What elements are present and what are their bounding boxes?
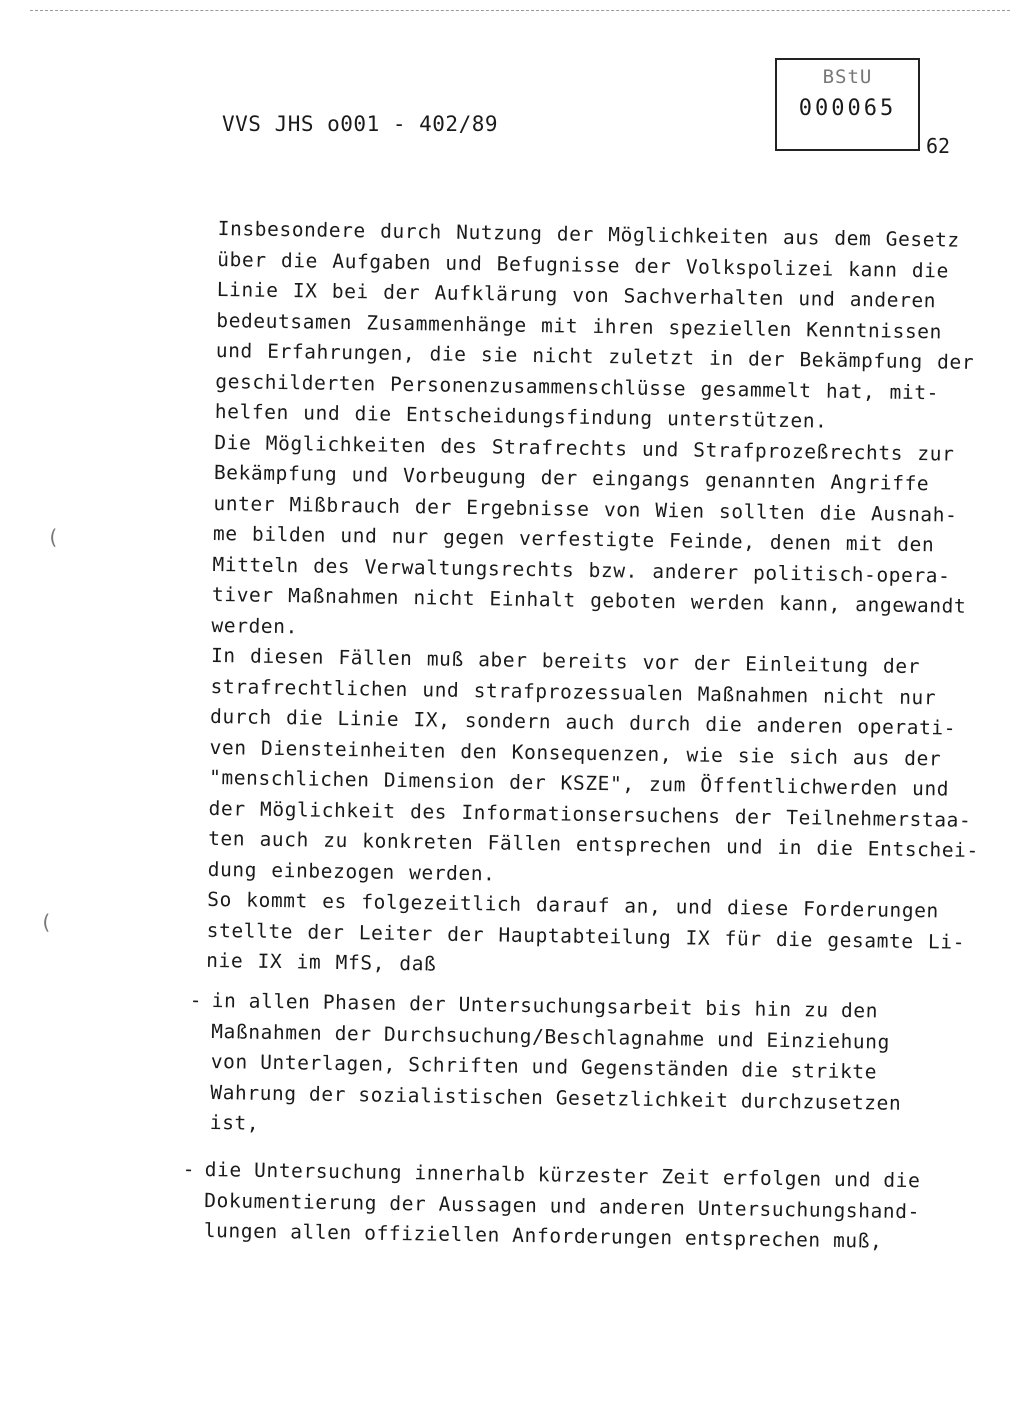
body-line: tiver Maßnahmen nicht Einhalt geboten werden kann, angewandt <box>211 582 967 618</box>
bullet-dash: - <box>182 1157 196 1181</box>
scan-edge-line <box>30 10 1010 11</box>
margin-mark: ( <box>40 910 53 934</box>
body-line: "menschlichen Dimension der KSZE", zum Öffentlichwerden und <box>208 765 950 801</box>
body-line: In diesen Fällen muß aber bereits vor der Einleitung der <box>210 643 921 679</box>
body-line: nie IX im MfS, daß <box>206 948 437 976</box>
bullet-line: die Untersuchung innerhalb kürzester Zeit erfolgen und die <box>204 1157 921 1193</box>
bullet-line: Wahrung der sozialistischen Gesetzlichkeit durchzusetzen <box>210 1080 902 1115</box>
bullet-item <box>182 1155 921 1258</box>
bullet-item <box>189 986 902 1149</box>
body-line: und Erfahrungen, die sie nicht zuletzt in der Bekämpfung der <box>215 338 975 374</box>
body-line: geschilderten Personenzusammenschlüsse gesammelt hat, mit- <box>215 369 940 404</box>
body-line: unter Mißbrauch der Ergebnisse von Wien sollten die Ausnah- <box>213 491 958 527</box>
body-line: bedeutsamen Zusammenhänge mit ihren speziellen Kenntnissen <box>216 308 943 343</box>
body-line: So kommt es folgezeitlich darauf an, und diese Forderungen <box>207 887 940 923</box>
body-line: über die Aufgaben und Befugnisse der Volkspolizei kann die <box>217 247 950 282</box>
body-line: der Möglichkeit des Informationsersuchens der Teilnehmerstaa- <box>208 796 972 832</box>
body-line: helfen und die Entscheidungsfindung unterstützen. <box>214 399 828 433</box>
bullet-line: ist, <box>209 1110 260 1135</box>
body-line: me bilden und nur gegen verfestigte Feinde, denen mit den <box>212 521 935 557</box>
body-line: stellte der Leiter der Hauptabteilung IX für die gesamte Li- <box>206 918 966 954</box>
bullet-line: in allen Phasen der Untersuchungsarbeit bis hin zu den <box>211 988 879 1023</box>
stamp-organization: BStU <box>822 66 873 88</box>
body-line: durch die Linie IX, sondern auch durch die anderen operati- <box>209 704 957 740</box>
bullet-dash: - <box>189 988 203 1012</box>
bullet-line: lungen allen offiziellen Anforderungen entsprechen muß, <box>203 1218 883 1253</box>
body-line: ven Diensteinheiten den Konsequenzen, wie sie sich aus der <box>209 735 942 770</box>
body-line: dung einbezogen werden. <box>207 857 496 885</box>
body-line: Bekämpfung und Vorbeugung der eingangs genannten Angriffe <box>213 460 930 496</box>
body-line: ten auch zu konkreten Fällen entsprechen und in die Entschei- <box>208 826 980 863</box>
body-line: Die Möglichkeiten des Strafrechts und Strafprozeßrechts zur <box>214 430 955 466</box>
body-line: strafrechtlichen und strafprozessualen Maßnahmen nicht nur <box>210 674 937 709</box>
body-line: Mitteln des Verwaltungsrechts bzw. anderer politisch-opera- <box>212 552 951 588</box>
body-line: Insbesondere durch Nutzung der Möglichkeiten aus dem Gesetz <box>217 216 960 252</box>
document-id: VVS JHS o001 - 402/89 <box>222 112 499 136</box>
margin-mark: ( <box>47 525 60 549</box>
bullet-line: von Unterlagen, Schriften und Gegenständen die strikte <box>210 1049 878 1084</box>
bullet-line: Maßnahmen der Durchsuchung/Beschlagnahme und Einziehung <box>211 1019 891 1054</box>
archive-stamp <box>775 58 920 151</box>
body-line: werden. <box>211 613 299 638</box>
body-text <box>206 214 980 988</box>
bullet-line: Dokumentierung der Aussagen und anderen Untersuchungshand- <box>204 1188 921 1223</box>
body-line: Linie IX bei der Aufklärung von Sachverhalten und anderen <box>216 277 937 313</box>
page-number: 62 <box>926 134 951 158</box>
stamp-number: 000065 <box>798 96 897 121</box>
